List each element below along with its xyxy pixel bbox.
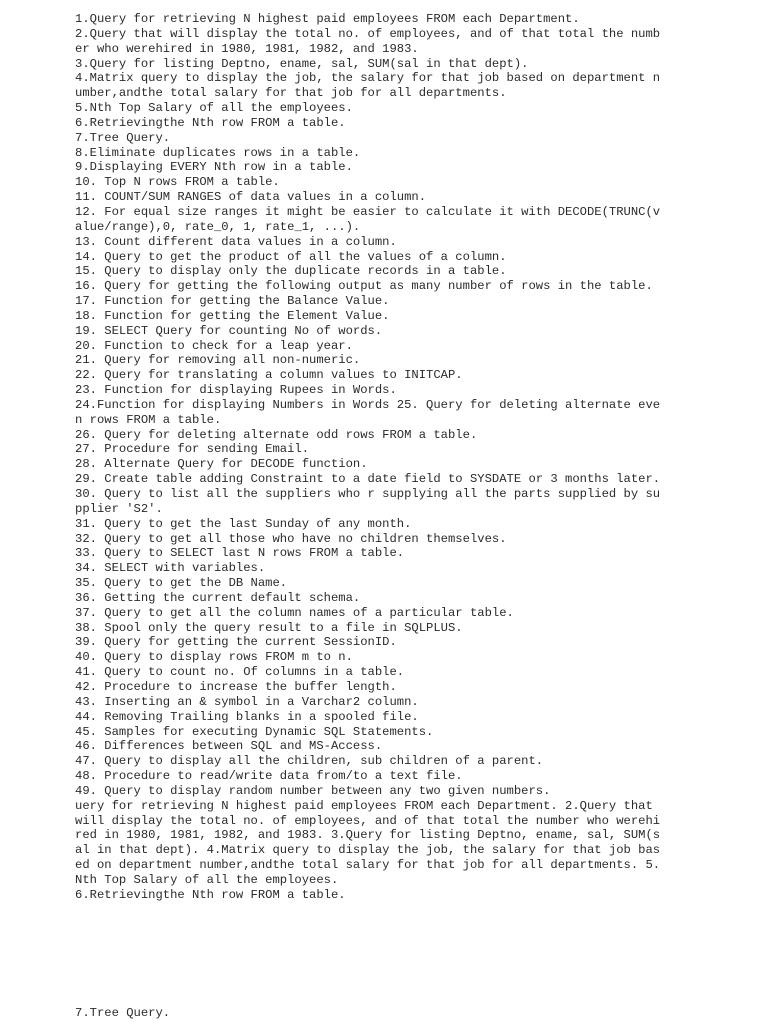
- text-line: 35. Query to get the DB Name.: [75, 576, 288, 591]
- text-line: 33. Query to SELECT last N rows FROM a table.: [75, 546, 405, 561]
- text-line: uery for retrieving N highest paid employees FROM each Department. 2.Query that: [75, 798, 653, 813]
- text-line: 49. Query to display random number between any two given numbers.: [75, 783, 551, 798]
- text-line: er who werehired in 1980, 1981, 1982, and 1983.: [75, 41, 419, 56]
- text-line: 28. Alternate Query for DECODE function.: [75, 457, 368, 472]
- text-line: 19. SELECT Query for counting No of words.: [75, 323, 383, 338]
- text-line: 9.Displaying EVERY Nth row in a table.: [75, 160, 353, 175]
- text-line: 42. Procedure to increase the buffer length.: [75, 679, 397, 694]
- text-line: n rows FROM a table.: [75, 412, 222, 427]
- text-line: 46. Differences between SQL and MS-Access.: [75, 739, 383, 754]
- text-line: 7.Tree Query.: [75, 1006, 171, 1020]
- text-line: 41. Query to count no. Of columns in a table.: [75, 665, 405, 680]
- text-line: 15. Query to display only the duplicate records in a table.: [75, 264, 507, 279]
- text-line: 22. Query for translating a column values to INITCAP.: [75, 368, 463, 383]
- text-line: 40. Query to display rows FROM m to n.: [75, 650, 353, 665]
- text-line: 47. Query to display all the children, sub children of a parent.: [75, 754, 544, 769]
- text-line: 5.Nth Top Salary of all the employees.: [75, 101, 353, 116]
- document-text-block: [75, 12, 685, 903]
- text-line: 6.Retrievingthe Nth row FROM a table.: [75, 115, 346, 130]
- text-line: alue/range),0, rate_0, 1, rate_1, ...).: [75, 219, 361, 234]
- text-line: 18. Function for getting the Element Value.: [75, 308, 390, 323]
- text-line: 27. Procedure for sending Email.: [75, 442, 310, 457]
- text-line: 37. Query to get all the column names of a particular table.: [75, 605, 514, 620]
- text-line: Nth Top Salary of all the employees.: [75, 872, 339, 887]
- text-line: will display the total no. of employees, and of that total the number who werehi: [75, 813, 661, 828]
- text-line: 26. Query for deleting alternate odd rows FROM a table.: [75, 427, 478, 442]
- text-line: 11. COUNT/SUM RANGES of data values in a column.: [75, 190, 427, 205]
- text-line: 16. Query for getting the following output as many number of rows in the table.: [75, 279, 653, 294]
- text-line: 34. SELECT with variables.: [75, 561, 266, 576]
- text-line: 14. Query to get the product of all the values of a column.: [75, 249, 507, 264]
- text-line: 21. Query for removing all non-numeric.: [75, 353, 361, 368]
- text-line: 4.Matrix query to display the job, the salary for that job based on department n: [75, 71, 661, 86]
- text-line: 36. Getting the current default schema.: [75, 590, 361, 605]
- text-line: 7.Tree Query.: [75, 130, 171, 145]
- text-line: al in that dept). 4.Matrix query to display the job, the salary for that job bas: [75, 843, 661, 858]
- text-line: 13. Count different data values in a column.: [75, 234, 397, 249]
- text-line: 32. Query to get all those who have no children themselves.: [75, 531, 507, 546]
- text-line: 29. Create table adding Constraint to a date field to SYSDATE or 3 months later.: [75, 472, 661, 487]
- text-line: 39. Query for getting the current SessionID.: [75, 635, 397, 650]
- text-line: 6.Retrievingthe Nth row FROM a table.: [75, 887, 346, 902]
- text-line: 30. Query to list all the suppliers who r supplying all the parts supplied by su: [75, 487, 661, 501]
- text-line: 10. Top N rows FROM a table.: [75, 175, 280, 190]
- text-line: red in 1980, 1981, 1982, and 1983. 3.Query for listing Deptno, ename, sal, SUM(s: [75, 828, 661, 843]
- text-line: umber,andthe total salary for that job for all departments.: [75, 86, 507, 101]
- text-line: 31. Query to get the last Sunday of any month.: [75, 516, 412, 531]
- text-line: 2.Query that will display the total no. of employees, and of that total the numb: [75, 26, 661, 41]
- text-line: 1.Query for retrieving N highest paid employees FROM each Department.: [75, 12, 580, 26]
- text-line: 45. Samples for executing Dynamic SQL Statements.: [75, 724, 434, 739]
- text-line: 8.Eliminate duplicates rows in a table.: [75, 145, 361, 160]
- text-line: 43. Inserting an & symbol in a Varchar2 column.: [75, 694, 419, 709]
- text-line: 20. Function to check for a leap year.: [75, 338, 353, 353]
- text-line: 24.Function for displaying Numbers in Words 25. Query for deleting alternate eve: [75, 397, 661, 412]
- text-line: 44. Removing Trailing blanks in a spooled file.: [75, 709, 419, 724]
- text-line: pplier 'S2'.: [75, 501, 163, 516]
- text-line: 17. Function for getting the Balance Value.: [75, 294, 390, 309]
- text-line: 23. Function for displaying Rupees in Words.: [75, 383, 397, 398]
- text-line: 38. Spool only the query result to a file in SQLPLUS.: [75, 620, 463, 635]
- text-line: ed on department number,andthe total salary for that job for all departments. 5.: [75, 858, 661, 873]
- document-footer-text: [75, 1006, 685, 1021]
- text-line: 3.Query for listing Deptno, ename, sal, SUM(sal in that dept).: [75, 56, 529, 71]
- text-line: 48. Procedure to read/write data from/to a text file.: [75, 769, 463, 784]
- text-line: 12. For equal size ranges it might be easier to calculate it with DECODE(TRUNC(v: [75, 204, 661, 219]
